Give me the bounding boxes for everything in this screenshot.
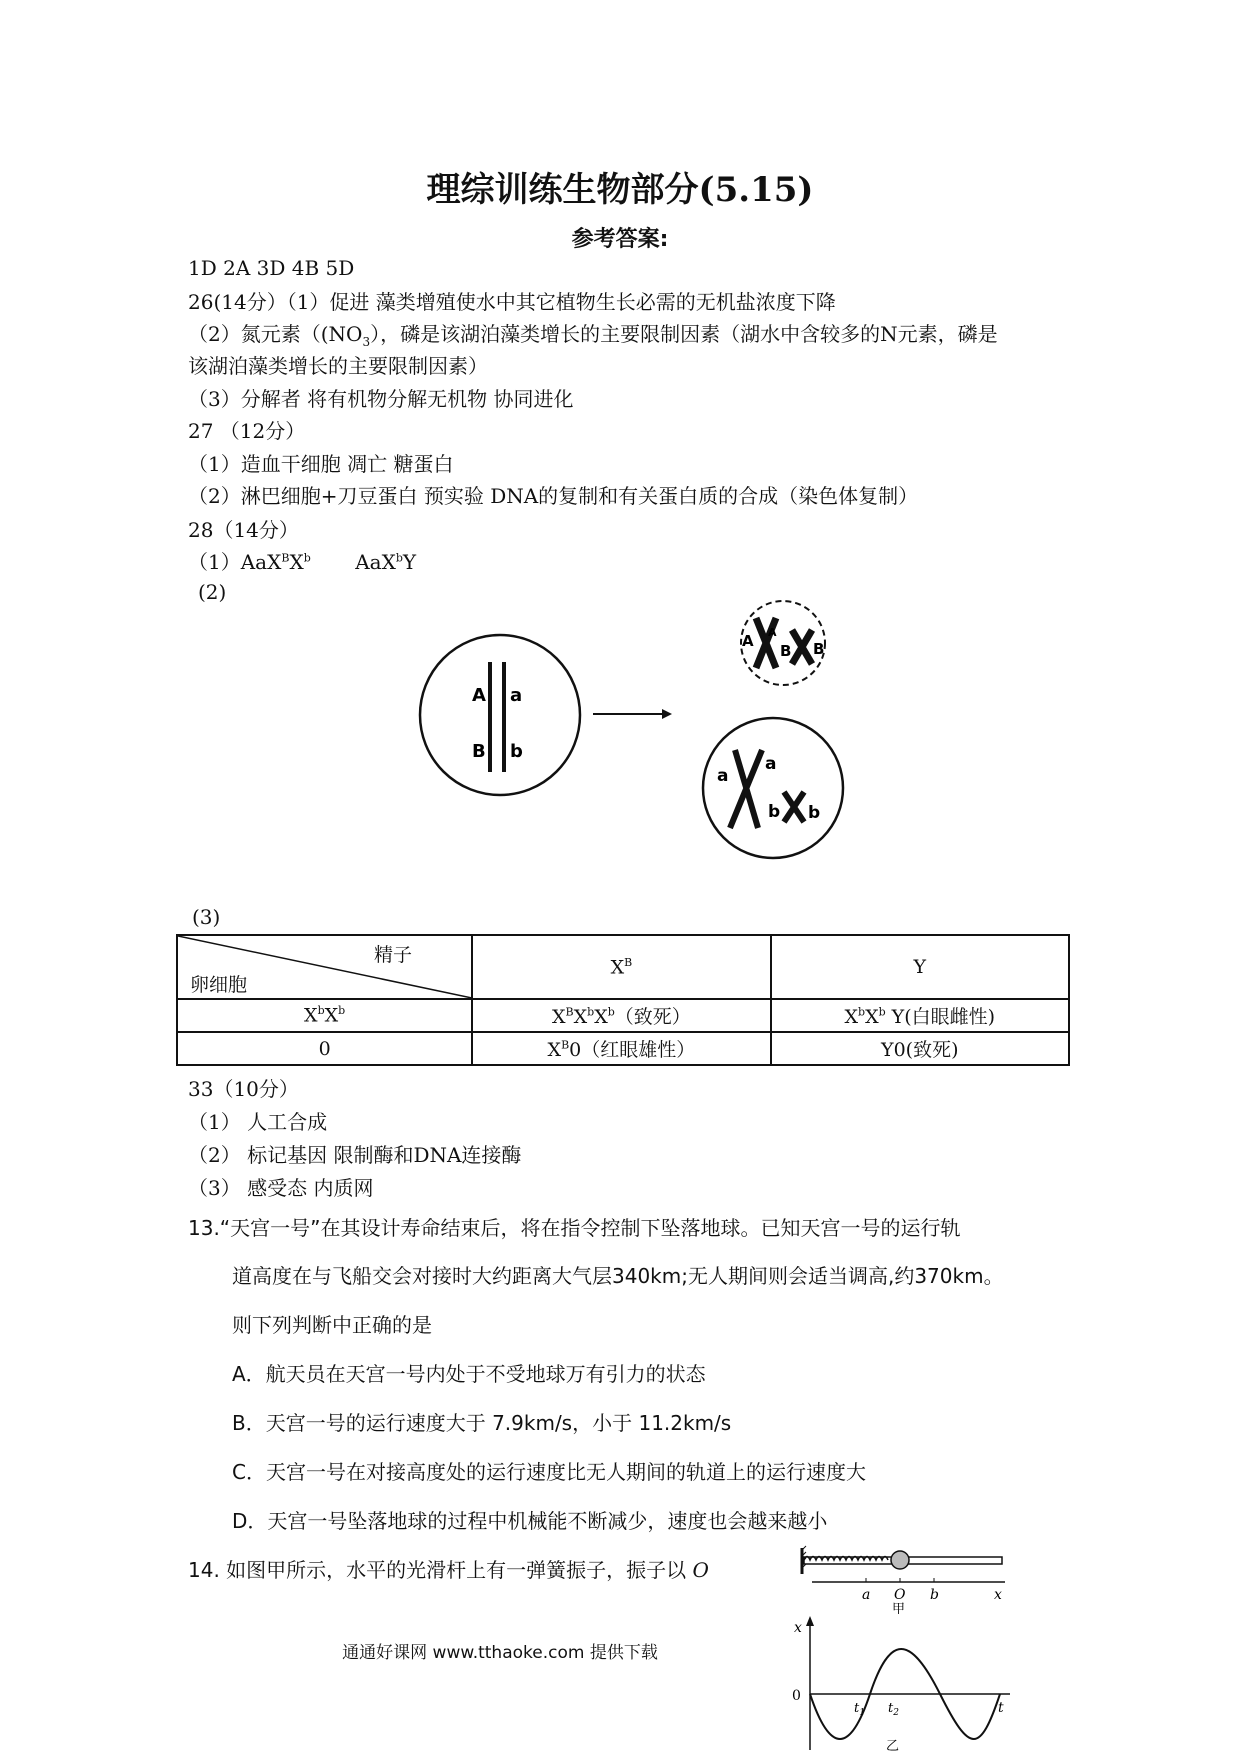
table-cell: $X^BX^bX^b$（致死）	[472, 999, 770, 1032]
cell-bottom	[703, 718, 843, 858]
q27-head: 27 （12分）	[188, 419, 306, 443]
q13-stem-2: 道高度在与飞船交会对接时大约距离大气层340km;无人期间则会适当调高,约370km。	[232, 1264, 1004, 1288]
q33-head: 33（10分）	[188, 1077, 299, 1101]
footer-credit: 通通好课网 www.tthaoke.com 提供下载	[342, 1643, 658, 1663]
q33-part2: （2） 标记基因 限制酶和DNA连接酶	[188, 1143, 522, 1167]
chromosome-x-b	[784, 792, 804, 822]
chromosome-x-a	[730, 750, 762, 828]
q13-option-d: D．天宫一号坠落地球的过程中机械能不断减少，速度也会越来越小	[232, 1509, 828, 1533]
table-cell: 0	[177, 1032, 472, 1065]
table-cell: Y0(致死)	[771, 1032, 1069, 1065]
gene-label-b: b	[510, 741, 523, 762]
q13-option-b: B．天宫一号的运行速度大于 7.9km/s，小于 11.2km/s	[232, 1411, 732, 1435]
label-b: b	[930, 1587, 939, 1603]
graph-label-zero: 0	[792, 1688, 801, 1704]
gene-label: A	[742, 632, 754, 650]
gene-label: b	[768, 802, 781, 822]
gene-label: A	[768, 626, 777, 639]
page-title: 理综训练生物部分(5.15)	[426, 170, 814, 210]
table-cell: $X^bX^b$ Y(白眼雌性)	[771, 999, 1069, 1032]
gene-label: a	[717, 766, 729, 786]
gene-label: B	[813, 640, 825, 658]
q28-part2: (2)	[198, 580, 227, 604]
q28-head: 28（14分）	[188, 518, 299, 542]
genotype-table	[176, 934, 1070, 1066]
answer-heading: 参考答案:	[571, 227, 669, 252]
q26-part2-cont: 该湖泊藻类增长的主要限制因素）	[188, 354, 488, 378]
q13-option-a: A．航天员在天宫一号内处于不受地球万有引力的状态	[232, 1362, 706, 1386]
graph-label-t1: $t_1$	[854, 1701, 865, 1718]
gene-label-a: a	[510, 685, 523, 706]
q27-part1: （1）造血干细胞 凋亡 糖蛋白	[188, 452, 454, 476]
q26-part2: （2）氮元素（$(NO_3)$，磷是该湖泊藻类增长的主要限制因素（湖水中含较多的N元素，磷是	[188, 322, 998, 349]
gene-label: a	[765, 754, 777, 774]
q27-part2: （2）淋巴细胞+刀豆蛋白 预实验 DNA的复制和有关蛋白质的合成（染色体复制）	[188, 484, 919, 508]
mc-answers: 1D 2A 3D 4B 5D	[188, 256, 355, 280]
meiosis-diagram	[400, 600, 880, 930]
gene-label: b	[808, 803, 821, 823]
q13-stem-3: 则下列判断中正确的是	[232, 1313, 432, 1337]
table-cell: $X^B0$（红眼雄性）	[472, 1032, 770, 1065]
xt-graph-figure	[790, 1614, 1020, 1754]
label-jia: 甲	[892, 1602, 906, 1614]
q33-part1: （1） 人工合成	[188, 1110, 328, 1134]
graph-label-x: x	[794, 1620, 802, 1636]
table-header-y: Y	[771, 935, 1069, 999]
q14-stem: 14. 如图甲所示，水平的光滑杆上有一弹簧振子，振子以 O	[188, 1558, 709, 1582]
cell-parent	[420, 635, 580, 795]
graph-label-t2: $t_2$	[888, 1701, 899, 1718]
spring-oscillator-figure	[800, 1544, 1010, 1614]
arrow-head	[662, 709, 672, 719]
label-o: O	[894, 1587, 906, 1603]
q26-part3: （3）分解者 将有机物分解无机物 协同进化	[188, 387, 574, 411]
chromosome-x-B	[792, 630, 812, 664]
gene-label-A: A	[472, 685, 486, 706]
gene-label-B: B	[472, 741, 486, 762]
graph-label-t: t	[998, 1700, 1004, 1716]
gene-label: B	[780, 642, 792, 660]
header-egg: 卵细胞	[190, 974, 248, 996]
label-x: x	[994, 1587, 1002, 1603]
oscillator-ball	[891, 1551, 909, 1569]
q33-part3: （3） 感受态 内质网	[188, 1176, 374, 1200]
q13-stem-1: 13.“天宫一号”在其设计寿命结束后，将在指令控制下坠落地球。已知天宫一号的运行轨	[188, 1216, 961, 1240]
q28-part1: $(1)AaX^BX^b$ AaX$^b$Y	[188, 550, 417, 574]
label-a: a	[862, 1587, 871, 1603]
table-header-xb: $X^B$	[472, 935, 770, 999]
table-cell: $X^bX^b$	[177, 999, 472, 1032]
q13-option-c: C．天宫一号在对接高度处的运行速度比无人期间的轨道上的运行速度大	[232, 1460, 866, 1484]
header-sperm: 精子	[374, 944, 413, 966]
q26-head: 26(14分）（1）促进 藻类增殖使水中其它植物生长必需的无机盐浓度下降	[188, 290, 836, 314]
graph-label-yi: 乙	[886, 1739, 900, 1754]
q28-part3: (3)	[192, 905, 221, 929]
table-corner	[177, 935, 472, 999]
